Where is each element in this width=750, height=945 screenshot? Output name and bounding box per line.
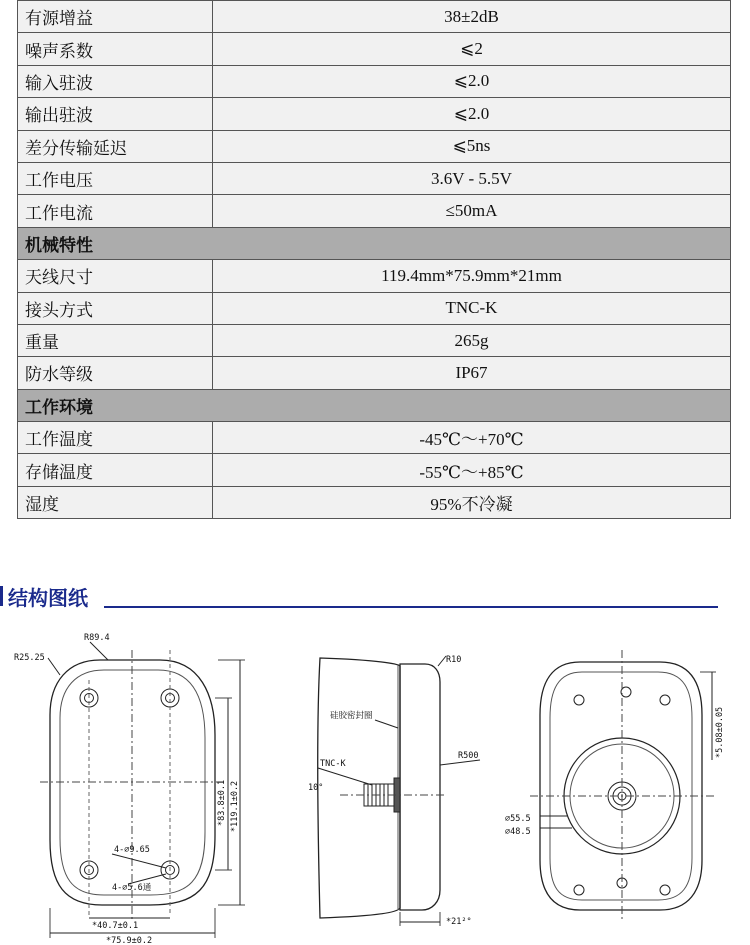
spec-value: 95%不冷凝 [213, 486, 731, 518]
leader-seal [375, 720, 398, 728]
spec-row [18, 195, 731, 227]
label-hole1: 4-⌀9.65 [114, 845, 150, 855]
spec-value: 3.6V - 5.5V [213, 162, 731, 194]
spec-value: 265g [213, 324, 731, 356]
spec-key: 工作电压 [18, 162, 213, 194]
spec-key: 存储温度 [18, 454, 213, 486]
spec-value: 38±2dB [213, 1, 731, 33]
spec-key: 重量 [18, 324, 213, 356]
screw-hole [660, 885, 670, 895]
spec-key: 噪声系数 [18, 33, 213, 65]
mount-hole-outer [161, 689, 179, 707]
heading-underline [104, 606, 718, 608]
spec-row [18, 422, 731, 454]
label-d55: ⌀55.5 [505, 814, 531, 824]
spec-row [18, 1, 731, 33]
spec-value: 119.4mm*75.9mm*21mm [213, 260, 731, 292]
spec-value: -55℃～+85℃ [213, 454, 731, 486]
label-w75: *75.9±0.2 [106, 936, 153, 945]
label-tnc: TNC-K [320, 759, 346, 769]
leader-r89 [90, 642, 108, 660]
spec-row [18, 130, 731, 162]
spec-value: ⩽2 [213, 33, 731, 65]
label-r500: R500 [458, 751, 479, 761]
spec-key: 有源增益 [18, 1, 213, 33]
spec-value: TNC-K [213, 292, 731, 324]
label-h83: *83.8±0.1 [217, 779, 227, 826]
spec-row [18, 260, 731, 292]
spec-value: ⩽2.0 [213, 65, 731, 97]
spec-key: 接头方式 [18, 292, 213, 324]
heading-title: 结构图纸 [8, 586, 88, 610]
label-d21: *21²° [446, 917, 472, 927]
spec-row [18, 65, 731, 97]
label-hole2: 4-⌀5.6通 [112, 883, 152, 893]
spec-value: ⩽2.0 [213, 98, 731, 130]
screw-hole [574, 885, 584, 895]
label-r10: R10 [446, 655, 462, 665]
section-header-mechanical [18, 227, 731, 259]
label-seal: 硅胶密封圈 [330, 711, 373, 721]
screw-hole [574, 695, 584, 705]
spec-row [18, 98, 731, 130]
label-r25: R25.25 [14, 653, 45, 663]
spec-key: 防水等级 [18, 357, 213, 389]
spec-key: 工作温度 [18, 422, 213, 454]
spec-key: 天线尺寸 [18, 260, 213, 292]
spec-row [18, 33, 731, 65]
spec-row [18, 454, 731, 486]
spec-value: ≤50mA [213, 195, 731, 227]
heading-marker [0, 586, 3, 606]
structure-drawing [0, 620, 750, 945]
leader-r10 [438, 656, 446, 666]
spec-row [18, 357, 731, 389]
spec-value: ⩽5ns [213, 130, 731, 162]
spec-key: 工作电流 [18, 195, 213, 227]
spec-row [18, 292, 731, 324]
spec-key: 湿度 [18, 486, 213, 518]
spec-row [18, 162, 731, 194]
structure-drawing-heading [0, 582, 718, 608]
side-base [400, 664, 440, 910]
spec-value: IP67 [213, 357, 731, 389]
section-title: 工作环境 [18, 389, 731, 421]
leader-hole1 [112, 854, 166, 868]
screw-hole [660, 695, 670, 705]
label-d48: ⌀48.5 [505, 827, 531, 837]
spec-row [18, 324, 731, 356]
spec-key: 输入驻波 [18, 65, 213, 97]
label-offset: *5.08±0.05 [715, 706, 725, 758]
leader-r25 [48, 658, 60, 675]
label-w40: *40.7±0.1 [92, 921, 139, 931]
spec-key: 差分传输延迟 [18, 130, 213, 162]
section-header-environment [18, 389, 731, 421]
section-title: 机械特性 [18, 227, 731, 259]
label-h119: *119.1±0.2 [230, 780, 240, 832]
spec-table [17, 0, 731, 519]
leader-tnc [318, 768, 372, 785]
spec-value: -45℃～+70℃ [213, 422, 731, 454]
label-angle: 10° [308, 783, 324, 793]
spec-key: 输出驻波 [18, 98, 213, 130]
spec-row [18, 486, 731, 518]
label-r89: R89.4 [84, 633, 110, 643]
